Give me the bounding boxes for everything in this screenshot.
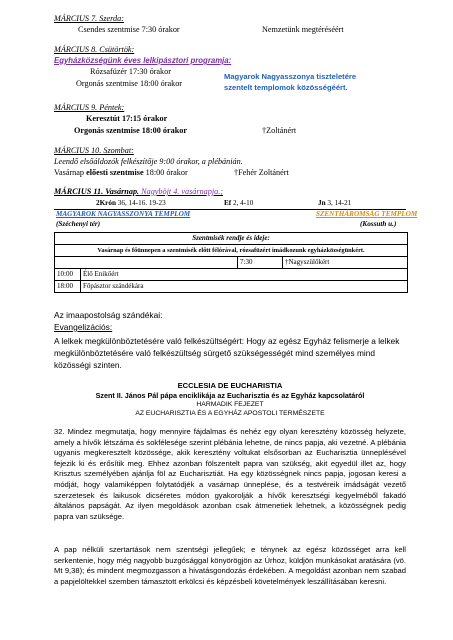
vigil-mass-line: Vasárnap előesti szentmise 18:00 órakor bbox=[54, 168, 188, 177]
reading-2: Ef 2, 4-10 bbox=[224, 199, 254, 207]
day-heading-saturday: MÁRCIUS 10. Szombat: bbox=[54, 146, 134, 155]
mass-time-cell: 18:00 bbox=[57, 282, 73, 290]
encyclical-title: ECCLESIA DE EUCHARISTIA bbox=[177, 381, 283, 390]
way-of-cross-time: Keresztút 17:15 órakor bbox=[86, 114, 168, 123]
mass-time-cell: 7:30 bbox=[237, 257, 282, 268]
apostolate-category: Evangelizációs: bbox=[54, 322, 113, 332]
mass-time: Csendes szentmise 7:30 órakor bbox=[78, 25, 180, 34]
organ-mass-time: Orgonás szentmise 18:00 órakor bbox=[74, 126, 188, 135]
table-row bbox=[55, 280, 407, 292]
chapter-title: AZ EUCHARISZTIA ÉS A EGYHÁZ APOSTOLI TERMÉSZETE bbox=[135, 410, 325, 417]
table-row bbox=[55, 233, 407, 244]
church-name-1: MAGYAROK NAGYASSZONYA TEMPLOM bbox=[56, 210, 191, 218]
mass-time-cell: 10:00 bbox=[57, 270, 73, 278]
reading-3: Jn 3, 14-21 bbox=[318, 199, 352, 207]
day-heading-friday: MÁRCIUS 9. Péntek: bbox=[54, 103, 125, 112]
table-row bbox=[55, 268, 407, 280]
church-address-1: (Széchenyi tér) bbox=[56, 220, 101, 228]
rosary-notice: Vasárnap és főünnepen a szentmisék előtt félórával, rózsafüzért imádkozunk egyházközségünkért. bbox=[97, 247, 365, 254]
table-heading: Szentmisék rendje és ideje: bbox=[192, 234, 270, 242]
reading-1: 2Krón 36, 14-16. 19-23 bbox=[96, 199, 166, 207]
first-communion-prep: Leendő elsőáldozók felkészítője 9:00 órakor, a plébánián. bbox=[54, 157, 243, 166]
day-heading-wednesday: MÁRCIUS 7. Szerda: bbox=[54, 14, 124, 23]
encyclical-paragraph-32-cont: A pap nélküli szertartások nem szentségi jellegűek; e ténynek az egész közösséget arra kell serkentenie, hogy még nagyobb buzgósággal könyörögjön az Úrhoz, küldjön munkásokat aratására (vö. Mt 9,38); és mindent megmozgasson a hivatásgondozás érdekében. A megoldást azonban nem szabad a papjelöltekkel szemben támasztott erkölcsi és képzésbeli követelmények leszállításában keresni. bbox=[54, 545, 406, 586]
day-heading-thursday: MÁRCIUS 8. Csütörtök: bbox=[54, 45, 135, 54]
rosary-time: Rózsafüzér 17:30 órakor bbox=[90, 67, 171, 76]
apostolate-title: Az imaapostolság szándékai: bbox=[54, 310, 163, 320]
mass-intention-cell: Főpásztor szándékára bbox=[80, 281, 235, 292]
day-heading-sunday: MÁRCIUS 11. Vasárnap. Nagyböjt 4. vasárnapja.; bbox=[54, 187, 224, 196]
mass-intention-cell: Élő Enikőért bbox=[80, 269, 235, 280]
encyclical-paragraph-32: 32. Mindez megmutatja, hogy mennyire fájdalmas és nehéz egy olyan keresztény közösség helyzete, amely a hívők létszáma és sokfélesége szerint plébánia lehetne, de nincs papja, aki vezetné. A plébánia ugyanis megkeresztelt közössége, akik keresztény voltukat elsősorban az Eucharisztia ünneplésével fejezik ki és erősítik meg. Ehhez azonban fölszentelt papra van szükség, akit egyedül illet az, hogy Krisztus személyében ajánlja föl az Eucharisztiát. Ha egy közösségnek nincs papja, jogosan keresi a módját, hogy valamiképpen folytatódjék a vasárnap ünneplése, és a testvéreik imádságát vezető szerzetesek és laikusok dicséretes módon gyakorolják a hívők keresztségi kegyelméből fakadó általános papságát. Az ilyen megoldások azonban csak átmenetiek lehetnek, a közösségnek pedig papra van szüksége. bbox=[54, 427, 406, 521]
mass-intention: Nemzetünk megtéréséért bbox=[262, 25, 344, 34]
encyclical-subtitle: Szent II. János Pál pápa enciklikája az Eucharisztia és az Egyház kapcsolatáról bbox=[95, 391, 365, 400]
program-note-line2: szentelt templomok közösségéért. bbox=[224, 83, 348, 92]
church-name-2: SZENTHÁROMSÁG TEMPLOM bbox=[316, 210, 418, 218]
mass-schedule-table bbox=[54, 232, 408, 293]
church-address-2: (Kossuth u.) bbox=[360, 220, 397, 228]
apostolate-text: A lelkek megkülönböztetésére való felkészültségért: Hogy az egész Egyház felismerje a lelkek megkülönböztetésére való felkészültség sürgető szükségességét mind személyes mind közösségi szinten. bbox=[54, 336, 400, 370]
mass-intention: †Fehér Zoltánért bbox=[234, 168, 289, 177]
chapter-number: HARMADIK FEJEZET bbox=[196, 401, 264, 408]
program-note-line1: Magyarok Nagyasszonya tiszteletére bbox=[224, 72, 357, 81]
organ-mass-time: Orgonás szentmise 18:00 órakor bbox=[76, 79, 183, 88]
table-row bbox=[55, 256, 407, 268]
mass-intention-cell: †Nagyszülőkért bbox=[282, 257, 407, 268]
table-row bbox=[55, 244, 407, 256]
mass-intention: †Zoltánért bbox=[262, 126, 297, 135]
parish-program-title: Egyházközségünk éves lelkipásztori programja: bbox=[54, 56, 232, 65]
